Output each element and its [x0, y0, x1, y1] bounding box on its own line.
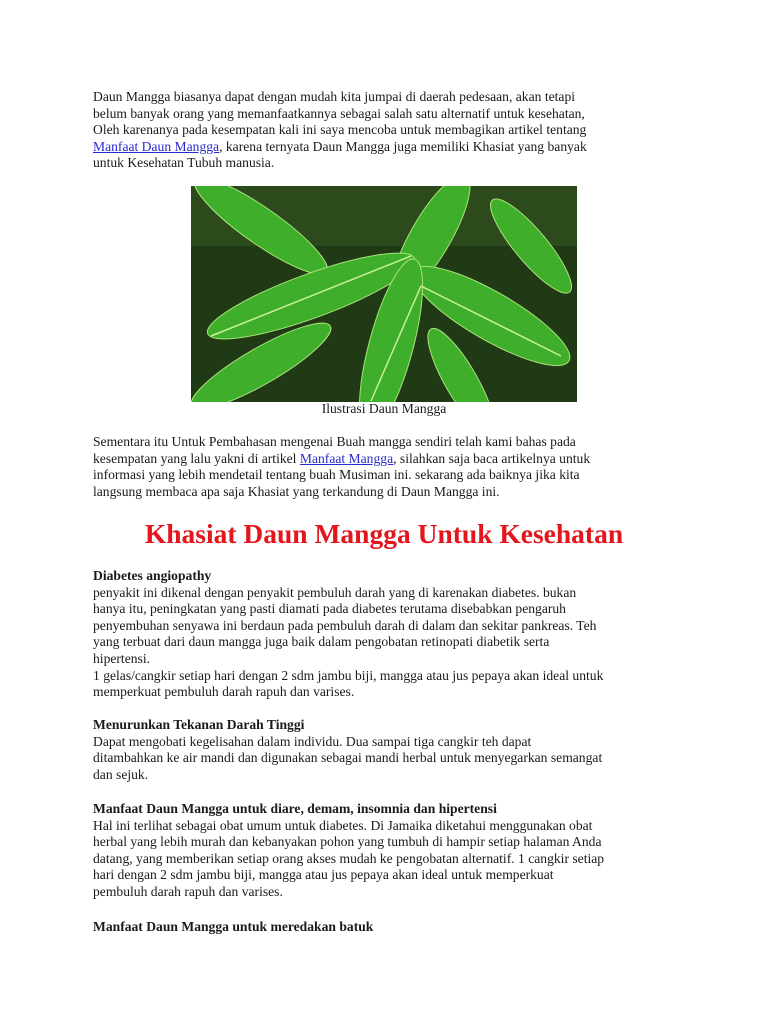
text-line: informasi yang lebih mendetail tentang buah Musiman ini. sekarang ada baiknya jika kita: [93, 467, 580, 483]
text-line: hipertensi.: [93, 650, 151, 666]
text-line: datang, yang memberikan setiap orang akses mudah ke pengobatan alternatif. 1 cangkir setiap: [93, 850, 605, 866]
second-paragraph: [93, 434, 693, 500]
text-line: [93, 451, 693, 468]
section-heading: Manfaat Daun Mangga untuk diare, demam, insomnia dan hipertensi: [93, 801, 497, 816]
section-batuk: [93, 919, 693, 936]
text-span: kesempatan yang lalu yakni di artikel: [93, 450, 300, 466]
text-line: herbal yang lebih murah dan kebanyakan pohon yang tumbuh di hampir setiap halaman Anda: [93, 834, 602, 850]
text-line: Dapat mengobati kegelisahan dalam individu. Dua sampai tiga cangkir teh dapat: [93, 733, 532, 749]
section-tekanan-darah: [93, 717, 693, 783]
text-line: untuk Kesehatan Tubuh manusia.: [93, 155, 275, 171]
text-line: Daun Mangga biasanya dapat dengan mudah kita jumpai di daerah pedesaan, akan tetapi: [93, 89, 576, 104]
text-line: hanya itu, peningkatan yang pasti diamati pada diabetes terutama disebabkan pengaruh: [93, 601, 566, 617]
section-heading: Diabetes angiopathy: [93, 568, 212, 583]
figure-caption: Ilustrasi Daun Mangga: [321, 401, 447, 416]
manfaat-mangga-link[interactable]: Manfaat Mangga: [299, 450, 394, 466]
text-line: Sementara itu Untuk Pembahasan mengenai Buah mangga sendiri telah kami bahas pada: [93, 434, 576, 449]
text-line: ditambahkan ke air mandi dan digunakan sebagai mandi herbal untuk menyegarkan semangat: [93, 750, 603, 766]
text-line: penyembuhan senyawa ini berdaun pada pembuluh darah di dalam dan sekitar pankreas. Teh: [93, 617, 597, 633]
text-line: penyakit ini dikenal dengan penyakit pembuluh darah yang di karenakan diabetes. bukan: [93, 584, 577, 600]
text-span: , karena ternyata Daun Mangga juga memiliki Khasiat yang banyak: [219, 138, 587, 154]
text-line: Hal ini terlihat sebagai obat umum untuk diabetes. Di Jamaika diketahui menggunakan obat: [93, 817, 593, 833]
section-heading: Menurunkan Tekanan Darah Tinggi: [93, 717, 305, 732]
text-line: langsung membaca apa saja Khasiat yang terkandung di Daun Mangga ini.: [93, 483, 500, 499]
mango-leaves-image: [191, 186, 577, 402]
text-line: Oleh karenanya pada kesempatan kali ini saya mencoba untuk membagikan artikel tentang: [93, 122, 587, 138]
text-line: [93, 139, 693, 156]
intro-paragraph: [93, 89, 693, 172]
section-title: Khasiat Daun Mangga Untuk Kesehatan: [144, 518, 624, 549]
manfaat-daun-mangga-link[interactable]: Manfaat Daun Mangga: [93, 138, 220, 154]
section-heading: Manfaat Daun Mangga untuk meredakan batuk: [93, 919, 374, 934]
text-line: dan sejuk.: [93, 766, 149, 782]
text-span: , silahkan saja baca artikelnya untuk: [393, 450, 591, 466]
section-diabetes: [93, 568, 693, 701]
text-line: yang terbuat dari daun mangga juga baik dalam pengobatan retinopati diabetik serta: [93, 634, 550, 650]
text-line: 1 gelas/cangkir setiap hari dengan 2 sdm jambu biji, mangga atau jus pepaya akan ideal untuk: [93, 667, 604, 683]
text-line: hari dengan 2 sdm jambu biji, mangga atau jus pepaya akan ideal untuk memperkuat: [93, 867, 554, 883]
text-line: belum banyak orang yang memanfaatkannya sebagai salah satu alternatif untuk kesehatan,: [93, 105, 585, 121]
section-diare: [93, 801, 693, 901]
text-line: memperkuat pembuluh darah rapuh dan varises.: [93, 684, 355, 700]
text-line: pembuluh darah rapuh dan varises.: [93, 883, 283, 899]
